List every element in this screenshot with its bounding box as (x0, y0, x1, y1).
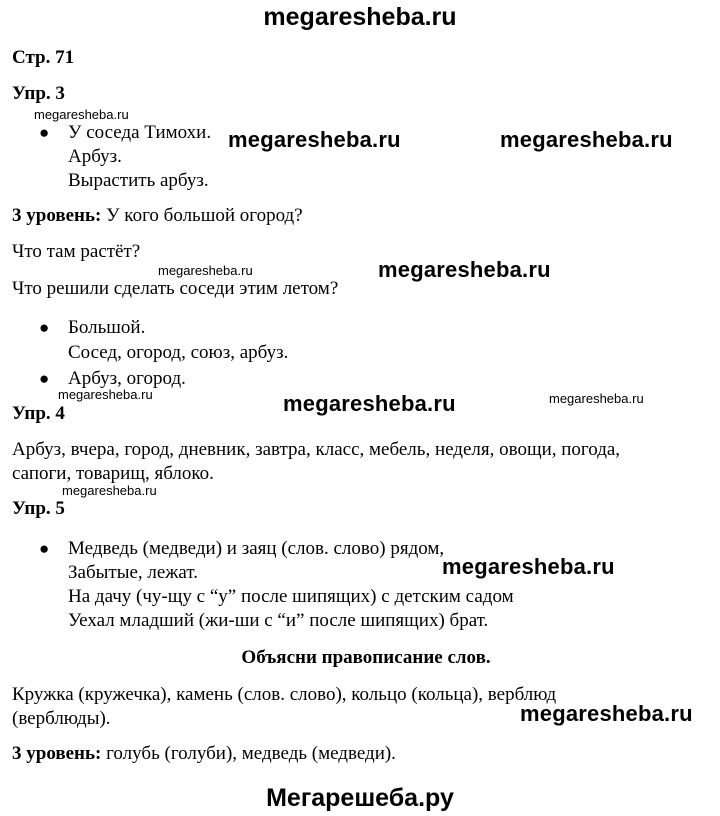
ex4-answer-line: Арбуз, вчера, город, дневник, завтра, класс, мебель, неделя, овощи, погода, (12, 439, 621, 460)
watermark-small: megaresheba.ru (62, 483, 157, 498)
watermark-small: megaresheba.ru (58, 387, 153, 402)
watermark-big: megaresheba.ru (283, 391, 456, 416)
ex5-subtitle: Объясни правописание слов. (241, 647, 491, 668)
bullet-icon: ● (39, 369, 50, 388)
ex5-level-line (12, 742, 396, 766)
bullet-icon: ● (39, 539, 50, 558)
ex4-answer-line: сапоги, товарищ, яблоко. (12, 463, 214, 484)
watermark-small: megaresheba.ru (158, 263, 253, 278)
site-header: megaresheba.ru (263, 3, 457, 31)
ex3-answer-line: У соседа Тимохи. (68, 122, 212, 143)
ex3-level-line (12, 204, 303, 228)
level-label: 3 уровень: (12, 743, 102, 764)
bullet-icon: ● (39, 123, 50, 142)
ex5-text-line: (верблюды). (12, 708, 111, 729)
ex3-question: Что там растёт? (12, 241, 141, 262)
site-footer: Мегарешеба.ру (266, 784, 454, 812)
ex3-answer-line: Сосед, огород, союз, арбуз. (68, 342, 289, 363)
watermark-small: megaresheba.ru (549, 391, 644, 406)
exercise-4-title: Упр. 4 (12, 403, 65, 424)
level-label: 3 уровень: (12, 205, 102, 226)
watermark-small: megaresheba.ru (34, 107, 129, 122)
watermark-big: megaresheba.ru (520, 701, 693, 726)
ex5-answer-line: На дачу (чу-щу с “у” после шипящих) с детским садом (68, 586, 514, 607)
ex5-answer-line: Забытые, лежат. (68, 562, 198, 583)
watermark-big: megaresheba.ru (228, 127, 401, 152)
watermark-big: megaresheba.ru (378, 257, 551, 282)
exercise-3-title: Упр. 3 (12, 83, 65, 104)
level-text: голубь (голуби), медведь (медведи). (101, 743, 396, 764)
ex3-answer-line: Большой. (68, 317, 146, 338)
ex3-question: Что решили сделать соседи этим летом? (12, 278, 339, 299)
ex3-answer-line: Вырастить арбуз. (68, 170, 209, 191)
watermark-big: megaresheba.ru (500, 127, 673, 152)
ex3-answer-line: Арбуз, огород. (68, 368, 186, 389)
level-question: У кого большой огород? (101, 205, 303, 226)
bullet-icon: ● (39, 318, 50, 337)
ex5-answer-line: Уехал младший (жи-ши с “и” после шипящих) брат. (68, 610, 489, 631)
exercise-5-title: Упр. 5 (12, 498, 65, 519)
ex5-text-line: Кружка (кружечка), камень (слов. слово), кольцо (кольца), верблюд (12, 684, 557, 705)
ex3-answer-line: Арбуз. (68, 146, 122, 167)
watermark-big: megaresheba.ru (442, 554, 615, 579)
page-label: Стр. 71 (12, 47, 75, 68)
ex5-answer-line: Медведь (медведи) и заяц (слов. слово) рядом, (68, 538, 445, 559)
